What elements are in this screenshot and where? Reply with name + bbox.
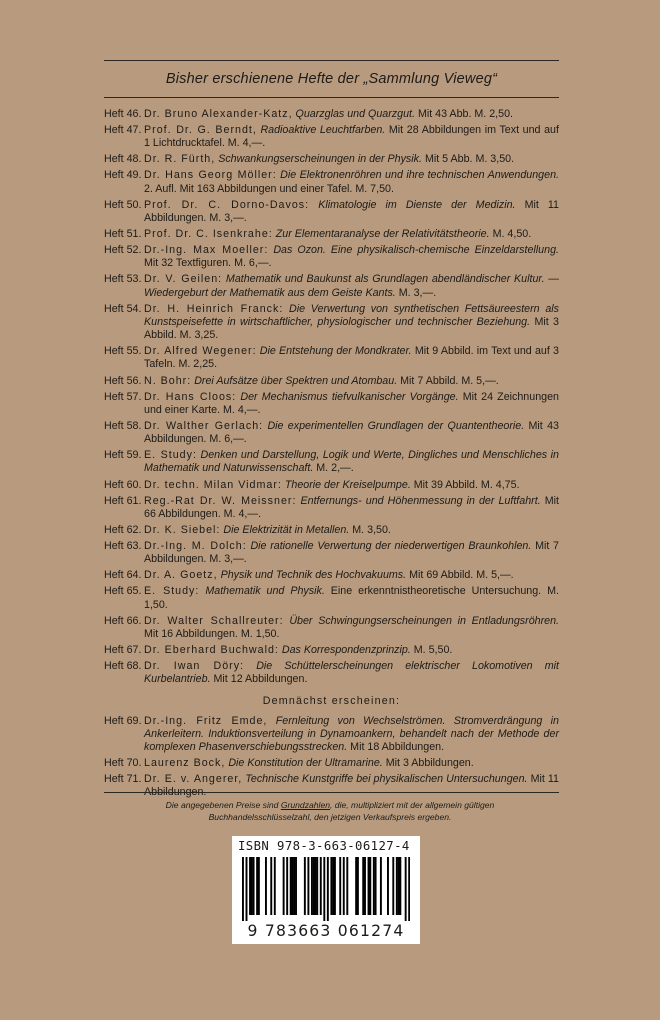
barcode-bar (307, 857, 309, 915)
heft-number: Heft 55. (104, 345, 142, 358)
heft-author: Dr. Bruno Alexander-Katz, (144, 108, 293, 120)
heft-entry (104, 479, 559, 492)
barcode-bar (396, 857, 398, 915)
heft-entry (104, 375, 559, 388)
heft-number: Heft 66. (104, 614, 142, 627)
heft-entry (104, 660, 559, 686)
heft-text (144, 244, 559, 270)
heft-title: Der Mechanismus tiefvulkanischer Vorgänge. (240, 390, 459, 403)
heft-number: Heft 53. (104, 273, 142, 286)
footnote-rest: , die, multipliziert mit der allgemein gültigen Buchhandelsschlüsselzahl, den jetzigen Verkaufspreis ergeben. (208, 800, 495, 822)
heft-entry (104, 303, 559, 343)
barcode-bar (286, 857, 288, 915)
barcode-bar (295, 857, 297, 915)
heft-title: Zur Elementaranalyse der Relativitätstheorie. (275, 228, 490, 241)
heft-entry (104, 244, 559, 270)
heft-text (144, 169, 559, 195)
barcode-bar (368, 857, 370, 915)
heft-entry (104, 273, 559, 299)
heft-number: Heft 58. (104, 419, 142, 432)
heft-author: Dr. H. Heinrich Franck: (144, 302, 284, 315)
heft-number: Heft 70. (104, 757, 142, 770)
barcode-bar (399, 857, 401, 915)
barcode-bar (313, 857, 315, 915)
barcode-bar (334, 857, 336, 915)
heft-title: Die experimentellen Grundlagen der Quantentheorie. (267, 419, 525, 432)
barcode-bar (387, 857, 389, 915)
heft-number: Heft 65. (104, 585, 142, 598)
barcode-bar (346, 857, 348, 915)
heft-entry (104, 524, 559, 537)
barcode-bar (315, 857, 317, 915)
heft-details: Mit 28 Abbildungen im Text und auf 1 Lichtdrucktafel. M. 4,—. (144, 124, 559, 150)
heft-author: Laurenz Bock, (144, 757, 226, 770)
heft-text (144, 273, 559, 299)
heft-author: Dr. A. Goetz, (144, 569, 218, 582)
barcode-bar (316, 857, 318, 915)
heft-author: Dr. K. Siebel: (144, 523, 221, 536)
heft-details: Mit 43 Abbildungen. M. 6,—. (144, 419, 559, 446)
barcode-number: 9 783663 061274 (247, 922, 405, 940)
barcode-bar (253, 857, 255, 915)
heft-author: E. Study: (144, 449, 197, 462)
heft-author: Dr. Walter Schallreuter: (144, 614, 284, 627)
heft-entry (104, 585, 559, 611)
heft-details: Mit 11 Abbildungen. (144, 773, 559, 799)
barcode-bar (258, 857, 260, 915)
heft-number: Heft 54. (104, 302, 142, 315)
heft-details: Mit 12 Abbildungen. (213, 673, 308, 686)
heft-details: Mit 7 Abbildungen. M. 3,—. (144, 540, 559, 566)
heft-title: Die Elektronenröhren und ihre technischen Anwendungen. (280, 169, 559, 182)
barcode-bar (405, 857, 407, 921)
heft-title: Die Elektrizität in Metallen. (223, 523, 350, 536)
barcode-bar (380, 857, 382, 915)
heft-title: Die Entstehung der Mondkrater. (259, 345, 412, 358)
footnote-underlined: Grundzahlen (280, 800, 331, 810)
heft-number: Heft 60. (104, 478, 142, 491)
barcode-bar (251, 857, 253, 915)
barcode-bar (249, 857, 251, 915)
barcode-bar (290, 857, 292, 915)
published-list (104, 98, 559, 800)
heft-author: Dr. V. Geilen: (144, 273, 223, 286)
heft-number: Heft 57. (104, 390, 142, 403)
barcode-bar (265, 857, 267, 915)
heft-text (144, 524, 559, 537)
heft-author: Dr.-Ing. Fritz Emde, (144, 714, 268, 727)
heft-details: 2. Aufl. Mit 163 Abbildungen und einer Tafel. M. 7,50. (144, 182, 394, 195)
heft-author: E. Study: (144, 585, 200, 598)
heft-entry (104, 391, 559, 417)
heft-details: Mit 7 Abbild. M. 5,—. (400, 374, 499, 387)
heft-text (144, 660, 559, 686)
heft-author: Dr. Hans Cloos: (144, 390, 237, 403)
heft-number: Heft 67. (104, 644, 142, 657)
heft-details: Mit 3 Abbildungen. (385, 757, 474, 770)
barcode-bar (357, 857, 359, 915)
heft-number: Heft 47. (104, 124, 142, 137)
heft-entry (104, 615, 559, 641)
heft-number: Heft 62. (104, 523, 142, 536)
heft-title: Quarzglas und Quarzgut. (295, 108, 415, 120)
barcode-bar (362, 857, 364, 915)
heft-details: M. 3,50. (352, 523, 391, 536)
heft-author: Dr. Hans Georg Möller: (144, 169, 277, 182)
barcode-bar (293, 857, 295, 915)
heft-number: Heft 71. (104, 773, 142, 786)
barcode-bar (339, 857, 341, 915)
heft-text (144, 391, 559, 417)
heft-number: Heft 68. (104, 660, 142, 673)
heft-details: Mit 11 Abbildungen. M. 3,—. (144, 198, 559, 224)
heft-entry (104, 449, 559, 475)
heft-entry (104, 199, 559, 225)
heft-details: Mit 32 Textfiguren. M. 6,—. (144, 257, 272, 270)
heft-title: Denken und Darstellung, Logik und Werte, Dingliches und Menschliches in Mathematik und Naturwissenschaft. (144, 449, 559, 475)
price-footnote (120, 800, 540, 823)
heft-title: Die rationelle Verwertung der niederwertigen Braunkohlen. (250, 540, 532, 553)
heft-number: Heft 64. (104, 569, 142, 582)
heft-author: Reg.-Rat Dr. W. Meissner: (144, 494, 297, 507)
heft-details: Mit 16 Abbildungen. M. 1,50. (144, 627, 280, 640)
heft-text (144, 773, 559, 799)
heft-author: Dr. R. Fürth, (144, 153, 216, 166)
heft-text (144, 303, 559, 343)
heft-text (144, 757, 559, 770)
heft-author: Prof. Dr. C. Isenkrahe: (144, 228, 273, 241)
heft-author: N. Bohr: (144, 374, 192, 387)
heft-number: Heft 46. (104, 108, 142, 120)
heft-title: Theorie der Kreiselpumpe. (284, 478, 411, 491)
barcode-bar (408, 857, 410, 921)
heft-title: Die Konstitution der Ultramarine. (228, 757, 383, 770)
list-header: Bisher erschienene Hefte der „Sammlung Vieweg“ (165, 71, 498, 87)
barcode-bar (304, 857, 306, 915)
barcode-bar (364, 857, 366, 915)
heft-title: Die Verwertung von synthetischen Fettsäureestern als Kunstspeisefette in wirtschaftlicher, physiologischer und technischer Beziehung. (144, 302, 559, 328)
heft-title: Radioaktive Leuchtfarben. (260, 124, 386, 137)
barcode-bar (320, 857, 322, 915)
heft-text (144, 124, 559, 150)
heft-text (144, 345, 559, 371)
barcode-bars (242, 857, 410, 921)
barcode-bar (283, 857, 285, 915)
barcode-bar (327, 857, 329, 921)
heft-author: Dr. Walther Gerlach: (144, 419, 264, 432)
heft-entry (104, 644, 559, 657)
heft-entry (104, 569, 559, 582)
heft-title: Entfernungs- und Höhenmessung in der Luftfahrt. (300, 494, 541, 507)
heft-title: Das Korrespondenzprinzip. (281, 644, 411, 657)
heft-number: Heft 63. (104, 540, 142, 553)
heft-details: M. 3,—. (398, 286, 437, 299)
heft-details: M. 5,50. (413, 644, 453, 657)
heft-text (144, 449, 559, 475)
heft-number: Heft 50. (104, 198, 142, 211)
heft-author: Prof. Dr. G. Berndt, (144, 124, 257, 137)
heft-text (144, 715, 559, 755)
heft-text (144, 585, 559, 611)
heft-text (144, 153, 559, 166)
heft-details: Mit 39 Abbild. M. 4,75. (413, 478, 520, 491)
heft-number: Heft 59. (104, 449, 142, 462)
heft-title: Fernleitung von Wechselströmen. Stromverdrängung in Ankerleitern. Induktionsverteilung in Dynamoankern, behandelt nach der Methode der komplexen Phasenverschiebungsstrecken. (144, 714, 559, 753)
barcode-bar (274, 857, 276, 915)
heft-details: Mit 5 Abb. M. 3,50. (424, 153, 515, 166)
heft-author: Dr. Alfred Wegener: (144, 345, 257, 358)
barcode-bar (392, 857, 394, 915)
heft-title: Technische Kunstgriffe bei physikalischen Untersuchungen. (245, 773, 528, 786)
heft-number: Heft 69. (104, 714, 142, 727)
barcode-bar (375, 857, 377, 915)
heft-author: Dr. E. v. Angerer, (144, 773, 243, 786)
footnote-text: Die angegebenen Preise sind (165, 800, 279, 810)
barcode-bar (332, 857, 334, 915)
heft-entry (104, 420, 559, 446)
heft-details: Mit 9 Abbild. im Text und auf 3 Tafeln. M. 2,25. (144, 345, 559, 371)
heft-text (144, 615, 559, 641)
barcode-bar (323, 857, 325, 921)
heft-author: Prof. Dr. C. Dorno-Davos: (144, 198, 310, 211)
heft-author: Dr. Eberhard Buchwald: (144, 644, 279, 657)
heft-text (144, 644, 559, 657)
heft-author: Dr. Iwan Döry: (144, 660, 245, 673)
barcode-bar (369, 857, 371, 915)
heft-entry (104, 124, 559, 150)
barcode-bar (355, 857, 357, 915)
heft-text (144, 420, 559, 446)
heft-title: Mathematik und Physik. (205, 585, 325, 598)
heft-number: Heft 48. (104, 153, 142, 166)
heft-details: M. 2,—. (316, 462, 354, 475)
heft-text (144, 228, 559, 241)
heft-text (144, 199, 559, 225)
heft-text (144, 375, 559, 388)
heft-entry (104, 715, 559, 755)
heft-text (144, 569, 559, 582)
barcode-bar (270, 857, 272, 915)
heft-entry (104, 540, 559, 566)
heft-text (144, 108, 559, 121)
heft-entry (104, 495, 559, 521)
heft-text (144, 479, 559, 492)
heft-title: Über Schwingungserscheinungen in Entladungsröhren. (289, 614, 559, 627)
forthcoming-heading: Demnächst erscheinen: (262, 694, 401, 707)
heft-text (144, 495, 559, 521)
heft-details: Mit 3 Abbild. M. 3,25. (144, 315, 559, 342)
heft-details: Mit 69 Abbild. M. 5,—. (409, 569, 514, 582)
heft-entry (104, 228, 559, 241)
heft-author: Dr.-Ing. M. Dolch: (144, 540, 247, 553)
isbn-label: ISBN 978-3-663-06127-4 (238, 839, 410, 853)
publisher-list-frame (104, 60, 559, 830)
barcode-bar (330, 857, 332, 915)
heft-title: Mathematik und Baukunst als Grundlagen abendländischer Kultur. — Wiedergeburt der Mathematik aus dem Geiste Kants. (144, 273, 559, 299)
isbn-barcode-box (232, 836, 420, 944)
heft-entry (104, 773, 559, 799)
heft-details: Mit 18 Abbildungen. (350, 740, 445, 753)
heft-title: Drei Aufsätze über Spektren und Atombau. (194, 374, 398, 387)
heft-entry (104, 345, 559, 371)
heft-title: Klimatologie im Dienste der Medizin. (318, 198, 516, 211)
heft-title: Schwankungserscheinungen in der Physik. (218, 153, 422, 166)
heft-title: Das Ozon. Eine physikalisch-chemische Einzeldarstellung. (273, 244, 559, 257)
heft-entry (104, 169, 559, 195)
heft-number: Heft 56. (104, 374, 142, 387)
heft-entry (104, 108, 559, 121)
heft-author: Dr. techn. Milan Vidmar: (144, 478, 282, 491)
heft-number: Heft 49. (104, 169, 142, 182)
barcode-bar (242, 857, 244, 921)
heft-details: Eine erkenntnistheoretische Untersuchung. M. 1,50. (144, 585, 559, 611)
heft-title: Die Schüttelerscheinungen elektrischer Lokomotiven mit Kurbelantrieb. (144, 660, 559, 686)
heft-details: Mit 43 Abb. M. 2,50. (417, 108, 514, 120)
heft-details: Mit 66 Abbildungen. M. 4,—. (144, 494, 559, 520)
heft-number: Heft 51. (104, 228, 142, 241)
heft-author: Dr.-Ing. Max Moeller: (144, 244, 269, 257)
barcode-bar (311, 857, 313, 915)
barcode-bar (246, 857, 248, 921)
heft-text (144, 540, 559, 566)
heft-details: M. 4,50. (492, 228, 532, 241)
barcode-bar (256, 857, 258, 915)
barcode-bar (292, 857, 294, 915)
heft-title: Physik und Technik des Hochvakuums. (220, 569, 407, 582)
heft-entry (104, 757, 559, 770)
heft-number: Heft 52. (104, 244, 142, 257)
barcode-bar (343, 857, 345, 915)
bottom-rule (104, 792, 559, 793)
heft-details: Mit 24 Zeichnungen und einer Karte. M. 4,—. (144, 390, 559, 416)
heft-number: Heft 61. (104, 494, 142, 507)
barcode-bar (398, 857, 400, 915)
barcode-bar (373, 857, 375, 915)
heft-entry (104, 153, 559, 166)
